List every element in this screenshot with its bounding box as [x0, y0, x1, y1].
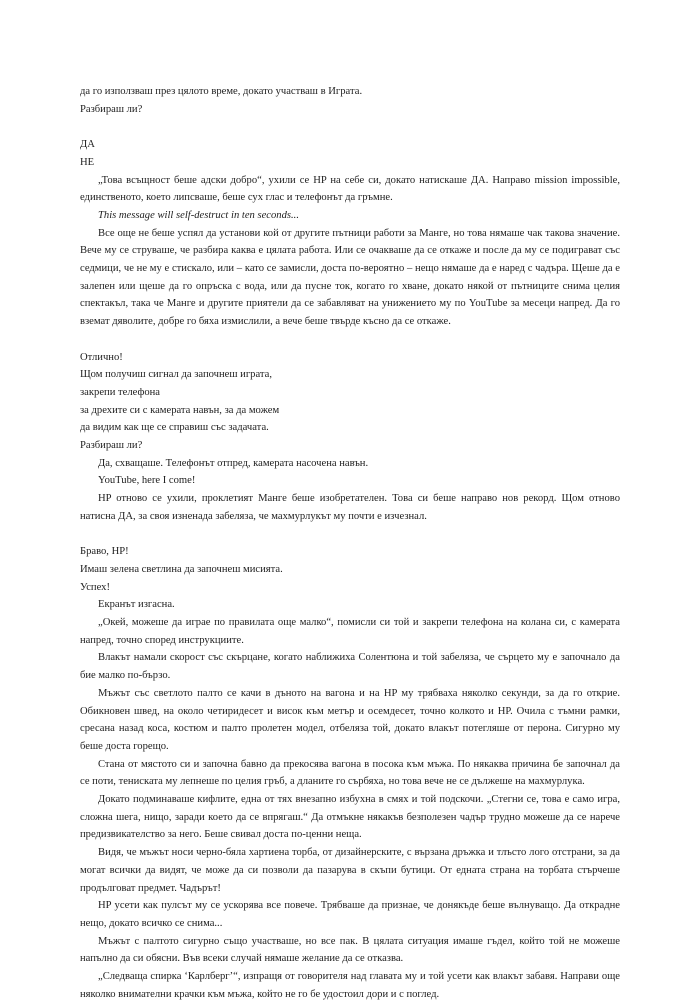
paragraph: HP отново се ухили, проклетият Манге беше изобретателен. Това си беше направо нов рекорд. Щом отново натисна ДА, за своя изненада забеляза, че махмурлукът му почти е изчезнал. [80, 493, 620, 522]
paragraph: да видим как ще се справиш със задачата. [80, 422, 269, 434]
paragraph: Стана от мястото си и започна бавно да прекосява вагона в посока към мъжа. По някаква причина бе започнал да се поти, тениската му лепнеше по целия гръб, а дланите го сърбяха, но това вече не се дължеше на махмурлука. [80, 758, 620, 788]
paragraph: Отлично! [80, 351, 123, 363]
paragraph: закрепи телефона [80, 386, 161, 398]
paragraph: Докато подминаваше кифлите, една от тях внезапно избухна в смях и той подскочи. „Стегни се, това е само игра, сложна шега, нищо, заради което да се впрягаш.“ Да отмъкне някакъв безполезен чадър трудно можеше да се нарече предизвикателство за него. Беше свивал доста по-ценни неща. [80, 794, 620, 841]
page-body-text [80, 83, 620, 1004]
paragraph: НЕ [80, 156, 95, 168]
paragraph: Екранът изгасна. [98, 599, 175, 611]
paragraph: YouTube, here I come! [98, 475, 196, 487]
paragraph: Мъжът със светлото палто се качи в дъното на вагона и на HP му трябваха няколко секунди, за да го открие. Обикновен швед, на около четиридесет и висок към метър и осемдесет, точно колкото и HP. Очила с тъмни рамки, сресана назад коса, костюм и палто пролетен модел, отбеляза той, докато влакът потегляше от перона. Сигурно му беше доста горещо. [80, 687, 620, 752]
paragraph: Разбираш ли? [80, 103, 143, 115]
paragraph: Имаш зелена светлина да започнеш мисията. [80, 563, 283, 575]
paragraph: Видя, че мъжът носи черно-бяла хартиена торба, от дизайнерските, с вързана дръжка и тлъсто лого отстрани, за да могат всички да видят, че може да си позволи да пазарува в скъпи бутици. От едната страна на торбата стърчеше продълговат предмет. Чадърът! [80, 847, 620, 894]
paragraph: „Следваща спирка ‘Карлберг’“, изпращя от говорителя над главата му и той усети как влакът забавя. Направи още няколко внимателни крачки към мъжа, който не го бе удостоил дори и с поглед. [80, 971, 620, 1000]
paragraph: Успех! [80, 581, 110, 593]
paragraph: „Окей, можеше да играе по правилата още малко“, помисли си той и закрепи телефона на колана си, с камерата напред, точно според инструкциите. [80, 617, 620, 646]
paragraph: „Това всъщност беше адски добро“, ухили се HP на себе си, докато натискаше ДА. Направо mission impossible, единственото, което липсваше, беше сух глас и телефонът да гръмне. [80, 174, 620, 204]
paragraph: Да, схващаше. Телефонът отпред, камерата насочена навън. [98, 457, 369, 469]
paragraph: ДА [80, 139, 95, 151]
paragraph: HP усети как пулсът му се ускорява все повече. Трябваше да признае, че донякъде беше вълнуващо. Да открадне нещо, докато всичко се снима... [80, 900, 620, 929]
paragraph: Разбираш ли? [80, 440, 143, 452]
paragraph: за дрехите си с камерата навън, за да можем [80, 404, 280, 416]
paragraph: Влакът намали скорост със скърцане, когато наближиха Солентюна и той забеляза, че сърцето му е започнало да бие малко по-бързо. [80, 652, 620, 682]
paragraph: Мъжът с палтото сигурно също участваше, но все пак. В цялата ситуация имаше гъдел, който той не можеше напълно да си обясни. Във всеки случай нямаше желание да се отказва. [80, 935, 620, 965]
paragraph: Все още не беше успял да установи кой от другите пътници работи за Манге, но това нямаше чак такова значение. Вече му се струваше, че разбира каква е цялата работа. Или се очакваше да се откаже и после да му се подиграват със седмици, че не му е стискало, или – като се замисли, доста по-вероятно – нещо нямаше да е наред с чадъра. Щеше да е залепен или щеше да го опръска с вода, или да пусне ток, когато го хване, докато някой от пътниците снима целия спектакъл, така че Манге и другите приятели да се забавляват на унижението му по YouTube за месеци напред. Да го вземат дяволите, добре го бяха измислили, а вече беше твърде късно да се откаже. [80, 227, 620, 328]
paragraph: This message will self-destruct in ten seconds... [98, 209, 299, 221]
paragraph: Щом получиш сигнал да започнеш играта, [80, 369, 272, 381]
paragraph: Браво, HP! [80, 546, 129, 558]
paragraph: да го използваш през цялото време, докато участваш в Играта. [80, 86, 363, 97]
